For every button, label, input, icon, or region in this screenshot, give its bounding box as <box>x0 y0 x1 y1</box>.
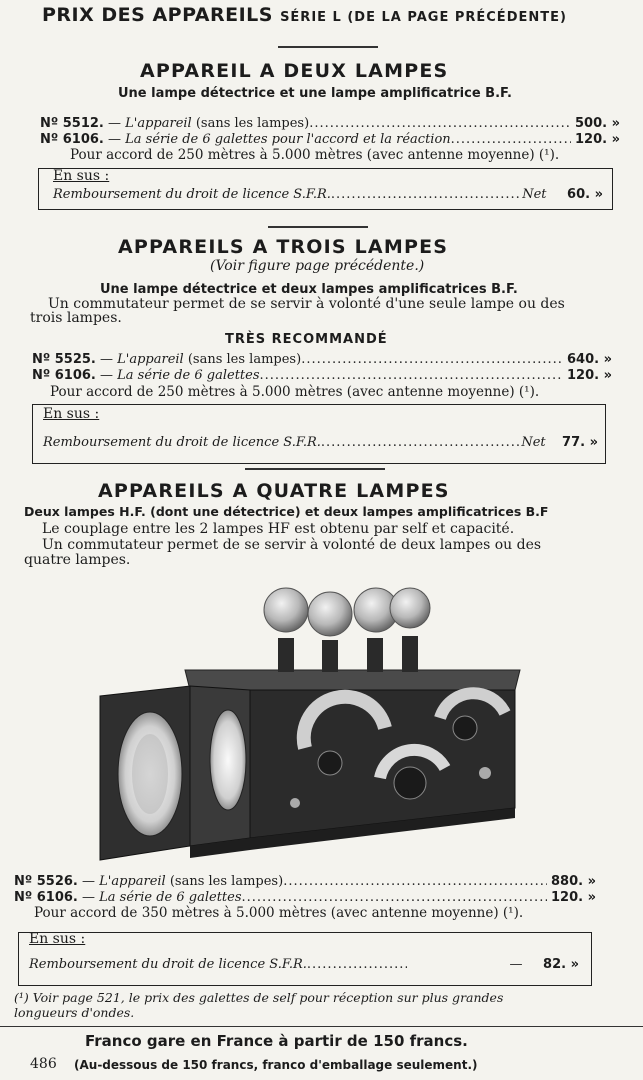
radio-set-illustration <box>90 578 530 873</box>
divider <box>268 226 368 228</box>
footnote: (¹) Voir page 521, le prix des galettes de self pour réception sur plus grandes <box>14 990 504 1005</box>
section-title-three-lamps: APPAREILS A TROIS LAMPES <box>118 236 449 258</box>
section-title-two-lamps: APPAREIL A DEUX LAMPES <box>140 60 449 82</box>
description: Le couplage entre les 2 lampes HF est obtenu par self et capacité. <box>42 521 515 537</box>
description: trois lampes. <box>30 310 122 326</box>
description: quatre lampes. <box>24 552 131 568</box>
description: Un commutateur permet de se servir à volonté de deux lampes ou des <box>42 537 542 553</box>
description: Un commutateur permet de se servir à volonté d'une seule lampe ou des <box>48 296 565 312</box>
footer-shipping: Franco gare en France à partir de 150 francs. <box>85 1032 468 1050</box>
price-row-5512: Nº 5512. — L'appareil (sans les lampes) ..... 500. » <box>40 116 620 131</box>
header-subtitle: SÉRIE L (DE LA PAGE PRÉCÉDENTE) <box>280 10 567 25</box>
page-header <box>42 4 567 26</box>
section-subtitle: Une lampe détectrice et deux lampes amplificatrices B.F. <box>100 282 518 297</box>
range-note: Pour accord de 250 mètres à 5.000 mètres (avec antenne moyenne) (¹). <box>50 384 540 400</box>
figure-ref: (Voir figure page précédente.) <box>210 258 425 274</box>
section-subtitle: Deux lampes H.F. (dont une détectrice) et deux lampes amplificatrices B.F <box>24 504 549 519</box>
license-box: En sus : Remboursement du droit de licence S.F.R. ..... Net 60. » <box>38 168 613 210</box>
section-title-four-lamps: APPAREILS A QUATRE LAMPES <box>98 480 450 502</box>
price-row-6106: Nº 6106. — La série de 6 galettes ..... 120. » <box>32 368 612 383</box>
divider <box>0 1026 643 1027</box>
license-box: En sus : Remboursement du droit de licence S.F.R. ..... Net 77. » <box>32 404 606 464</box>
recommended-label: TRÈS RECOMMANDÉ <box>225 332 388 347</box>
page-number: 486 <box>30 1056 57 1072</box>
section-subtitle: Une lampe détectrice et une lampe amplificatrice B.F. <box>118 86 512 101</box>
price-row-6106: Nº 6106. — La série de 6 galettes pour l'accord et la réaction ..... 120. » <box>40 132 620 147</box>
header-title: PRIX DES APPAREILS <box>42 4 273 26</box>
license-box: En sus : Remboursement du droit de licence S.F.R. ..... — 82. » <box>18 932 592 986</box>
price-row-5525: Nº 5525. — L'appareil (sans les lampes) ..... 640. » <box>32 352 612 367</box>
range-note: Pour accord de 250 mètres à 5.000 mètres (avec antenne moyenne) (¹). <box>70 147 560 163</box>
divider <box>278 46 378 48</box>
range-note: Pour accord de 350 mètres à 5.000 mètres (avec antenne moyenne) (¹). <box>34 905 524 921</box>
price-row-5526: Nº 5526. — L'appareil (sans les lampes) ..... 880. » <box>14 874 596 889</box>
price-row-6106: Nº 6106. — La série de 6 galettes ..... 120. » <box>14 890 596 905</box>
footnote: longueurs d'ondes. <box>14 1005 135 1020</box>
divider <box>245 468 385 470</box>
footer-note: (Au-dessous de 150 francs, franco d'emballage seulement.) <box>74 1058 478 1072</box>
